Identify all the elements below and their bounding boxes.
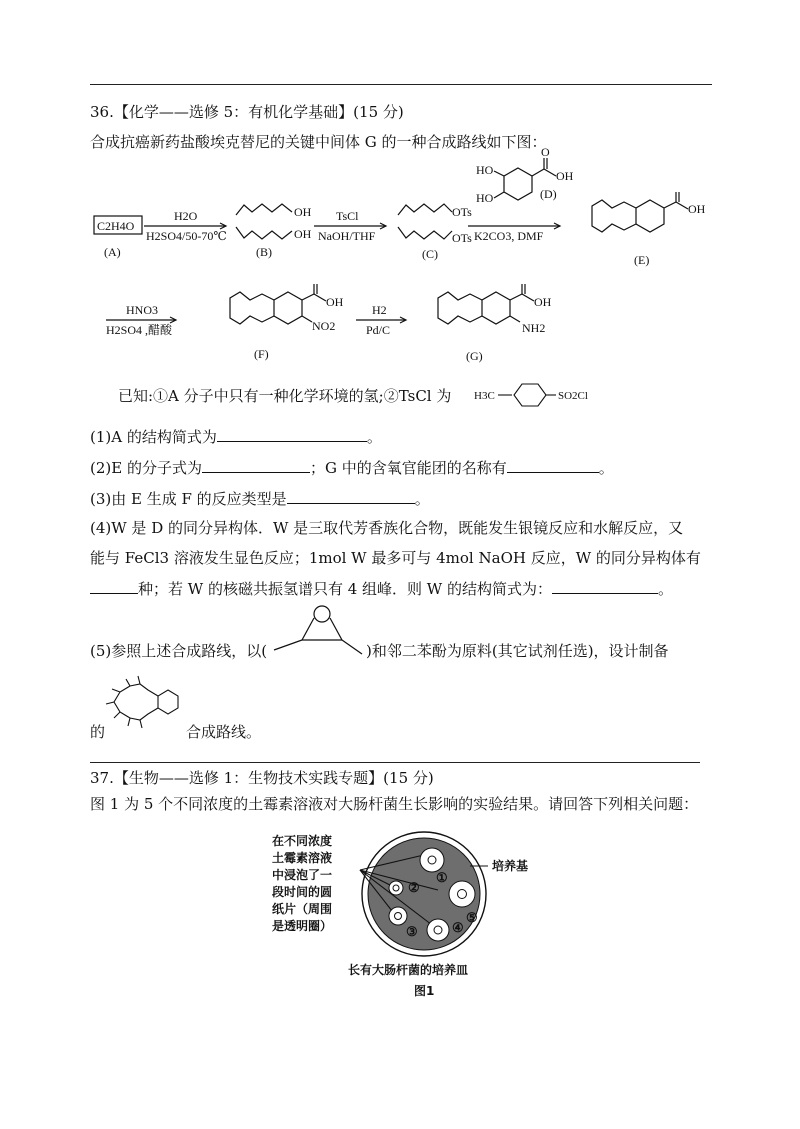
q1-stop: 。 <box>366 428 382 446</box>
disc-number-5: ⑤ <box>466 910 478 925</box>
q2a-text: (2)E 的分子式为 <box>90 459 202 477</box>
compound-d-ho-bottom: HO <box>476 191 494 205</box>
compound-d-oh: OH <box>556 169 574 183</box>
arrow-5-top: H2 <box>372 303 387 317</box>
arrow-2-bottom: NaOH/THF <box>318 229 376 243</box>
compound-g-oh: OH <box>534 295 552 309</box>
fig-label-line-4: 段时间的圆 <box>272 885 333 899</box>
figure-1-label: 图1 <box>414 984 435 998</box>
compound-d-label: (D) <box>540 187 557 201</box>
disc-number-4: ④ <box>452 920 464 935</box>
compound-f-no2: NO2 <box>312 319 336 333</box>
compound-c-ots-bottom: OTs <box>452 231 472 245</box>
tscl-so2cl: SO2Cl <box>558 390 588 402</box>
compound-a-formula: C2H4O <box>97 219 135 233</box>
dish-caption: 长有大肠杆菌的培养皿 <box>348 963 469 977</box>
q36-part4-line3 <box>90 579 673 599</box>
q4-structure-blank[interactable] <box>552 579 658 594</box>
figure-left-label <box>272 833 332 935</box>
known-prefix: 已知:①A 分子中只有一种化学环境的氢;②TsCl 为 <box>118 387 452 405</box>
fig-label-line-5: 纸片（周围 <box>272 902 333 916</box>
compound-a-label: (A) <box>104 245 121 259</box>
q36-heading: 36.【化学——选修 5：有机化学基础】(15 分) <box>90 103 404 121</box>
fig-label-line-1: 在不同浓度 <box>272 834 333 848</box>
known-conditions <box>118 386 451 406</box>
q2a-answer-blank[interactable] <box>202 458 310 473</box>
top-rule <box>90 84 712 85</box>
arrow-5-bottom: Pd/C <box>366 323 391 337</box>
epoxide-structure <box>270 602 366 662</box>
compound-c-label: (C) <box>422 247 438 261</box>
q37-intro: 图 1 为 5 个不同浓度的土霉素溶液对大肠杆菌生长影响的实验结果。请回答下列相关问题： <box>90 795 699 813</box>
compound-b-oh-bottom: OH <box>294 227 312 241</box>
q3-text: (3)由 E 生成 F 的反应类型是 <box>90 490 287 508</box>
disc-number-3: ③ <box>406 924 418 939</box>
compound-f-crown <box>230 292 274 324</box>
arrow-1-top: H2O <box>174 209 198 223</box>
compound-b-label: (B) <box>256 245 272 259</box>
compound-c-ots-top: OTs <box>452 205 472 219</box>
compound-e-oh: OH <box>688 202 706 216</box>
q36-part1 <box>90 427 382 447</box>
tscl-structure <box>472 378 612 412</box>
section-divider <box>90 762 700 763</box>
compound-e-ring <box>636 200 664 232</box>
petri-dish-figure <box>340 830 560 960</box>
compound-c <box>398 204 452 215</box>
q3-stop: 。 <box>414 490 430 508</box>
q2b-text: ；G 中的含氧官能团的名称有 <box>309 459 507 477</box>
q36-part3 <box>90 489 430 509</box>
compound-b-oh-top: OH <box>294 205 312 219</box>
arrow-3-bottom: K2CO3, DMF <box>474 229 544 243</box>
arrow-1-bottom: H2SO4/50-70℃ <box>146 229 227 243</box>
compound-e-crown <box>592 200 636 232</box>
q1-text: (1)A 的结构简式为 <box>90 428 217 446</box>
q36-part2 <box>90 458 614 478</box>
tscl-h3c: H3C <box>474 390 495 402</box>
disc-number-1: ① <box>436 870 448 885</box>
fig-label-line-2: 土霉素溶液 <box>272 851 333 865</box>
q4-line1: (4)W 是 D 的同分异构体．W 是三取代芳香族化合物，既能发生银镜反应和水解反应，又 <box>90 519 684 537</box>
medium-label: 培养基 <box>492 859 529 873</box>
compound-f-ring <box>274 292 302 324</box>
q1-answer-blank[interactable] <box>217 427 367 442</box>
compound-g-crown <box>438 292 482 324</box>
q2-stop: 。 <box>598 459 614 477</box>
compound-d-ring <box>504 168 532 200</box>
disc-number-2: ② <box>408 880 420 895</box>
arrow-4-bottom: H2SO4 ,醋酸 <box>106 323 173 337</box>
q5-text-b: )和邻二苯酚为原料(其它试剂任选)，设计制备 <box>366 642 669 660</box>
arrow-4-top: HNO3 <box>126 303 158 317</box>
q36-intro: 合成抗癌新药盐酸埃克替尼的关键中间体 G 的一种合成路线如下图： <box>90 133 547 151</box>
fig-label-line-3: 中浸泡了一 <box>272 868 333 882</box>
fig-label-line-6: 是透明圈） <box>272 919 333 933</box>
compound-d-carbonyl-o: O <box>541 145 550 159</box>
q5-text-d: 合成路线。 <box>186 723 262 741</box>
q4-line3-text: 种；若 W 的核磁共振氢谱只有 4 组峰．则 W 的结构简式为： <box>138 580 552 598</box>
q4-stop: 。 <box>658 580 674 598</box>
compound-g-nh2: NH2 <box>522 321 546 335</box>
compound-g-label: (G) <box>466 349 483 363</box>
q37-heading: 37.【生物——选修 1：生物技术实践专题】(15 分) <box>90 769 434 787</box>
compound-e-label: (E) <box>634 253 650 267</box>
arrow-2-top: TsCl <box>336 209 359 223</box>
compound-d-ho-top: HO <box>476 163 494 177</box>
compound-b <box>236 204 292 215</box>
q3-answer-blank[interactable] <box>287 489 415 504</box>
compound-f-label: (F) <box>254 347 269 361</box>
q5-text-c: 的 <box>90 723 106 741</box>
synthesis-scheme <box>86 145 726 378</box>
q4-line2: 能与 FeCl3 溶液发生显色反应；1mol W 最多可与 4mol NaOH 反应，W 的同分异构体有 <box>90 549 701 567</box>
q5-text-a: (5)参照上述合成路线，以( <box>90 642 268 660</box>
compound-g-ring <box>482 292 510 324</box>
target-crown-structure <box>104 674 186 730</box>
q4-count-blank[interactable] <box>90 579 138 594</box>
compound-f-oh: OH <box>326 295 344 309</box>
q2b-answer-blank[interactable] <box>507 458 599 473</box>
